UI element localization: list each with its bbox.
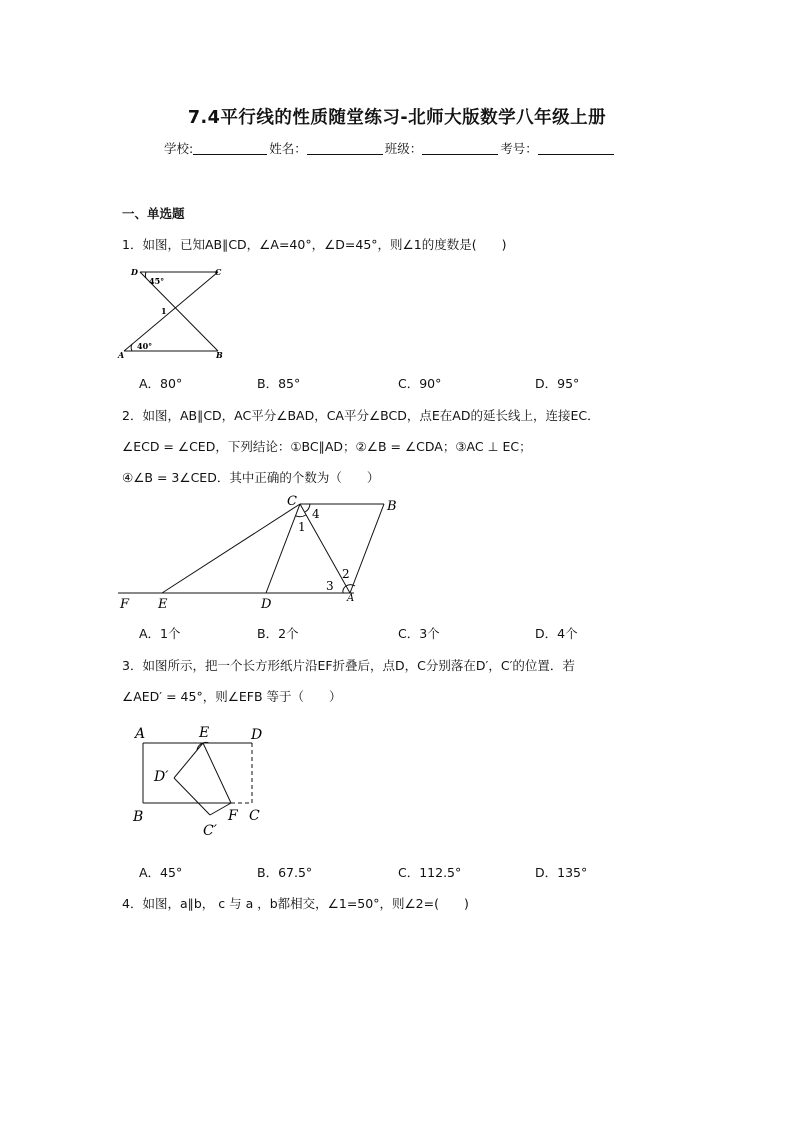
q2-label-a: A [347, 593, 355, 604]
q2-figure [114, 490, 414, 615]
q2-option-d[interactable]: D．4个 [535, 626, 578, 641]
q3-text-line2: ∠AED′ = 45°，则∠EFB 等于（ ） [122, 689, 342, 704]
q3-label-e: E [199, 725, 210, 741]
section-heading: 一、单选题 [122, 206, 185, 221]
q3-label-d: D [251, 727, 263, 743]
name-blank[interactable] [307, 143, 383, 155]
q1-figure [116, 262, 236, 362]
q2-label-f: F [120, 597, 130, 612]
q1-label-d: D [131, 267, 138, 277]
q2-label-c: C [287, 494, 297, 509]
q1-option-b[interactable]: B．85° [257, 376, 301, 391]
page-title: 7.4平行线的性质随堂练习-北师大版数学八年级上册 [187, 108, 607, 128]
q1-text: 1．如图，已知AB∥CD，∠A=40°，∠D=45°，则∠1的度数是( ) [122, 237, 507, 252]
q2-text-line2: ∠ECD = ∠CED，下列结论：①BC∥AD；②∠B = ∠CDA；③AC ⊥ EC； [122, 439, 532, 454]
q1-label-b: B [216, 350, 223, 360]
q3-option-c[interactable]: C．112.5° [398, 865, 462, 880]
q3-text-line1: 3．如图所示，把一个长方形纸片沿EF折叠后，点D，C分别落在D′，C′的位置．若 [122, 658, 575, 673]
q3-option-b[interactable]: B．67.5° [257, 865, 313, 880]
q2-option-a[interactable]: A．1个 [139, 626, 181, 641]
q4-text: 4．如图，a∥b， c 与 a ，b都相交，∠1=50°，则∠2=( ) [122, 896, 469, 911]
q3-label-c-prime: C′ [203, 823, 217, 839]
q2-option-b[interactable]: B．2个 [257, 626, 299, 641]
q3-label-d-prime: D′ [154, 769, 169, 785]
q2-label-e: E [158, 597, 168, 612]
q2-angle-3: 3 [326, 579, 334, 593]
class-blank[interactable] [422, 143, 498, 155]
q1-angle-a: 40° [137, 341, 153, 351]
exam-number-label: 考号： [500, 141, 538, 156]
q3-option-d[interactable]: D．135° [535, 865, 588, 880]
q3-option-a[interactable]: A．45° [139, 865, 183, 880]
q1-option-a[interactable]: A．80° [139, 376, 183, 391]
q3-figure [128, 722, 278, 844]
q1-option-c[interactable]: C．90° [398, 376, 442, 391]
name-label: 姓名： [269, 141, 307, 156]
q2-text-line1: 2．如图，AB∥CD，AC平分∠BAD，CA平分∠BCD，点E在AD的延长线上，连接EC． [122, 408, 600, 423]
q2-angle-4: 4 [312, 507, 320, 521]
q3-label-b: B [133, 809, 144, 825]
school-blank[interactable] [193, 143, 267, 155]
class-label: 班级： [384, 141, 423, 156]
student-info-line [164, 139, 616, 157]
q3-label-c: C [249, 808, 260, 824]
q2-label-b: B [387, 499, 397, 514]
q3-label-a: A [135, 726, 146, 742]
exam-number-blank[interactable] [538, 143, 614, 155]
school-label: 学校: [164, 141, 194, 156]
q2-label-d: D [261, 597, 272, 612]
q2-angle-1: 1 [298, 520, 306, 534]
q1-option-d[interactable]: D．95° [535, 376, 580, 391]
q1-angle-1: 1 [161, 306, 167, 316]
q2-angle-2: 2 [342, 567, 350, 581]
q1-angle-d: 45° [149, 276, 165, 286]
q2-text-line3: ④∠B = 3∠CED．其中正确的个数为（ ） [122, 470, 380, 485]
q1-label-c: C [215, 267, 222, 277]
q3-label-f: F [228, 808, 238, 824]
q1-label-a: A [118, 350, 125, 360]
q2-option-c[interactable]: C．3个 [398, 626, 440, 641]
